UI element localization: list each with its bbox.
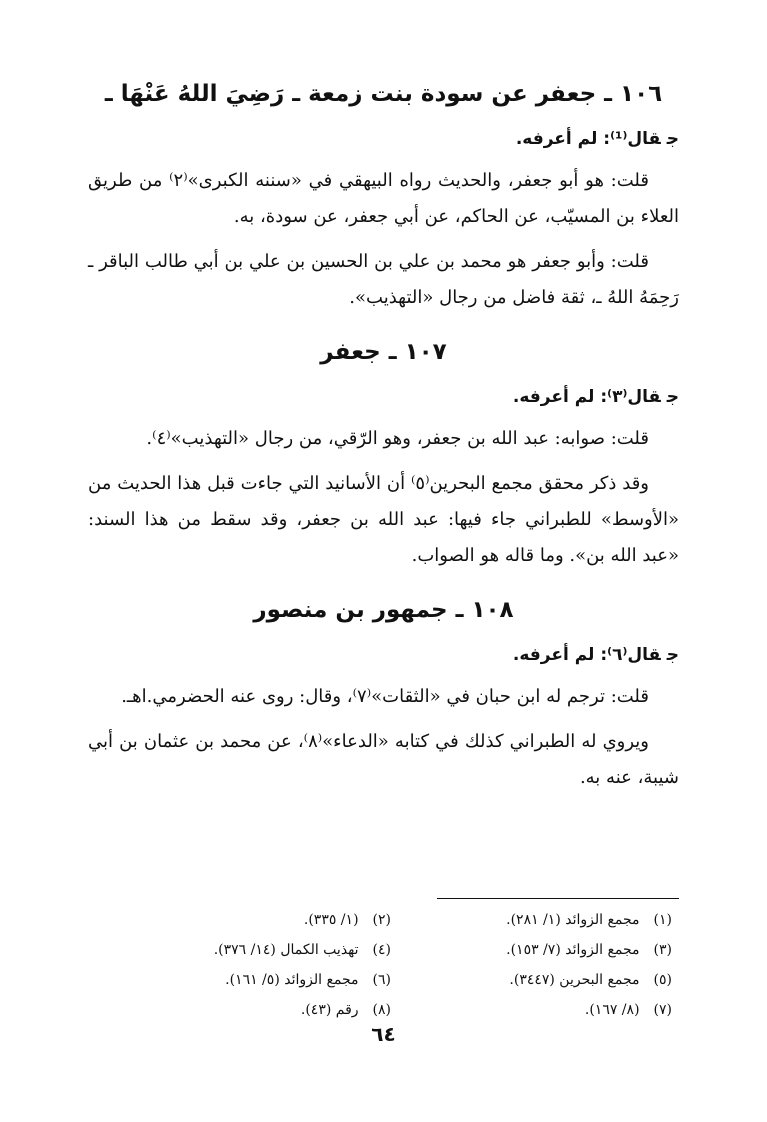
footnote-number: (١) [653, 912, 672, 928]
footnote [431, 966, 672, 994]
footnote-number: (٥) [653, 972, 672, 988]
entry-title: ١٠٧ ـ جعفر [320, 339, 447, 366]
footnote [150, 966, 391, 994]
paragraph: قلت: ترجم له ابن حبان في «الثقات»⁽٧⁾، وقال: روى عنه الحضرمي.اهـ. [121, 686, 649, 708]
footnote-number: (٧) [653, 1002, 672, 1018]
footnotes [150, 906, 672, 1024]
said-text: قال⁽٦⁾: لم أعرفه. [512, 645, 661, 666]
footnote [150, 936, 391, 964]
entry-106 [88, 80, 679, 316]
entry-title: ١٠٦ ـ جعفر عن سودة بنت زمعة ـ رَضِيَ اللهُ عَنْهَا ـ [104, 81, 663, 107]
footnote-text: تهذيب الكمال (١٤/ ٣٧٦). [213, 942, 359, 958]
footnote-text: مجمع البحرين (٣٤٤٧). [509, 972, 640, 988]
footnote-text: مجمع الزوائد (٥/ ١٦١). [225, 972, 359, 988]
narrator-statement [88, 126, 679, 153]
footnote-number: (٢) [372, 912, 391, 928]
footnote-text: مجمع الزوائد (٧/ ١٥٣). [506, 942, 640, 958]
entry-title: ١٠٨ ـ جمهور بن منصور [253, 597, 514, 624]
footnote-number: (٦) [372, 972, 391, 988]
said-text: قال⁽٣⁾: لم أعرفه. [512, 386, 661, 407]
paragraph: وقد ذكر محقق مجمع البحرين⁽٥⁾ أن الأسانيد التي جاءت قبل هذا الحديث من «الأوسط» للطبراني جاء فيها: عبد الله بن جعفر، وقد سقط من هذا السند: «عبد الله بن». وما قاله هو الصواب. [88, 473, 679, 567]
paragraph: قلت: وأبو جعفر هو محمد بن علي بن الحسين بن علي بن أبي طالب الباقر ـ رَحِمَهُ اللهُ ـ، ثقة فاضل من رجال «التهذيب». [88, 251, 679, 309]
entry-marker: ج [666, 128, 679, 149]
paragraph: ويروي له الطبراني كذلك في كتابه «الدعاء»⁽٨⁾، عن محمد بن عثمان بن أبي شيبة، عنه به. [88, 731, 679, 789]
entry-marker: ج [666, 645, 679, 666]
footnote [431, 906, 672, 934]
footnote-text: (١/ ٣٣٥). [303, 912, 359, 928]
paragraph: قلت: هو أبو جعفر، والحديث رواه البيهقي في «سننه الكبرى»⁽٢⁾ من طريق العلاء بن المسيّب، عن الحاكم، عن أبي جعفر، عن سودة، به. [88, 170, 679, 228]
footnote-number: (٤) [372, 942, 391, 958]
page-number: ٦٤ [371, 1022, 396, 1046]
footnote [431, 996, 672, 1024]
footnote-text: رقم (٤٣). [300, 1002, 359, 1018]
paragraph: قلت: صوابه: عبد الله بن جعفر، وهو الرّقي، من رجال «التهذيب»⁽٤⁾. [146, 428, 649, 450]
footnote [150, 996, 391, 1024]
said-text: قال⁽¹⁾: لم أعرفه. [515, 128, 661, 149]
footnote-number: (٣) [653, 942, 672, 958]
footnote-number: (٨) [372, 1002, 391, 1018]
footnote-text: (٨/ ١٦٧). [584, 1002, 640, 1018]
footnote-text: مجمع الزوائد (١/ ٢٨١). [506, 912, 640, 928]
narrator-statement [88, 384, 679, 411]
footnote-divider [437, 898, 679, 899]
footnote [431, 936, 672, 964]
entry-107 [88, 338, 679, 574]
narrator-statement [88, 642, 679, 669]
footnote [150, 906, 391, 934]
entry-marker: ج [666, 386, 679, 407]
page-body [88, 80, 679, 805]
entry-108 [88, 596, 679, 796]
